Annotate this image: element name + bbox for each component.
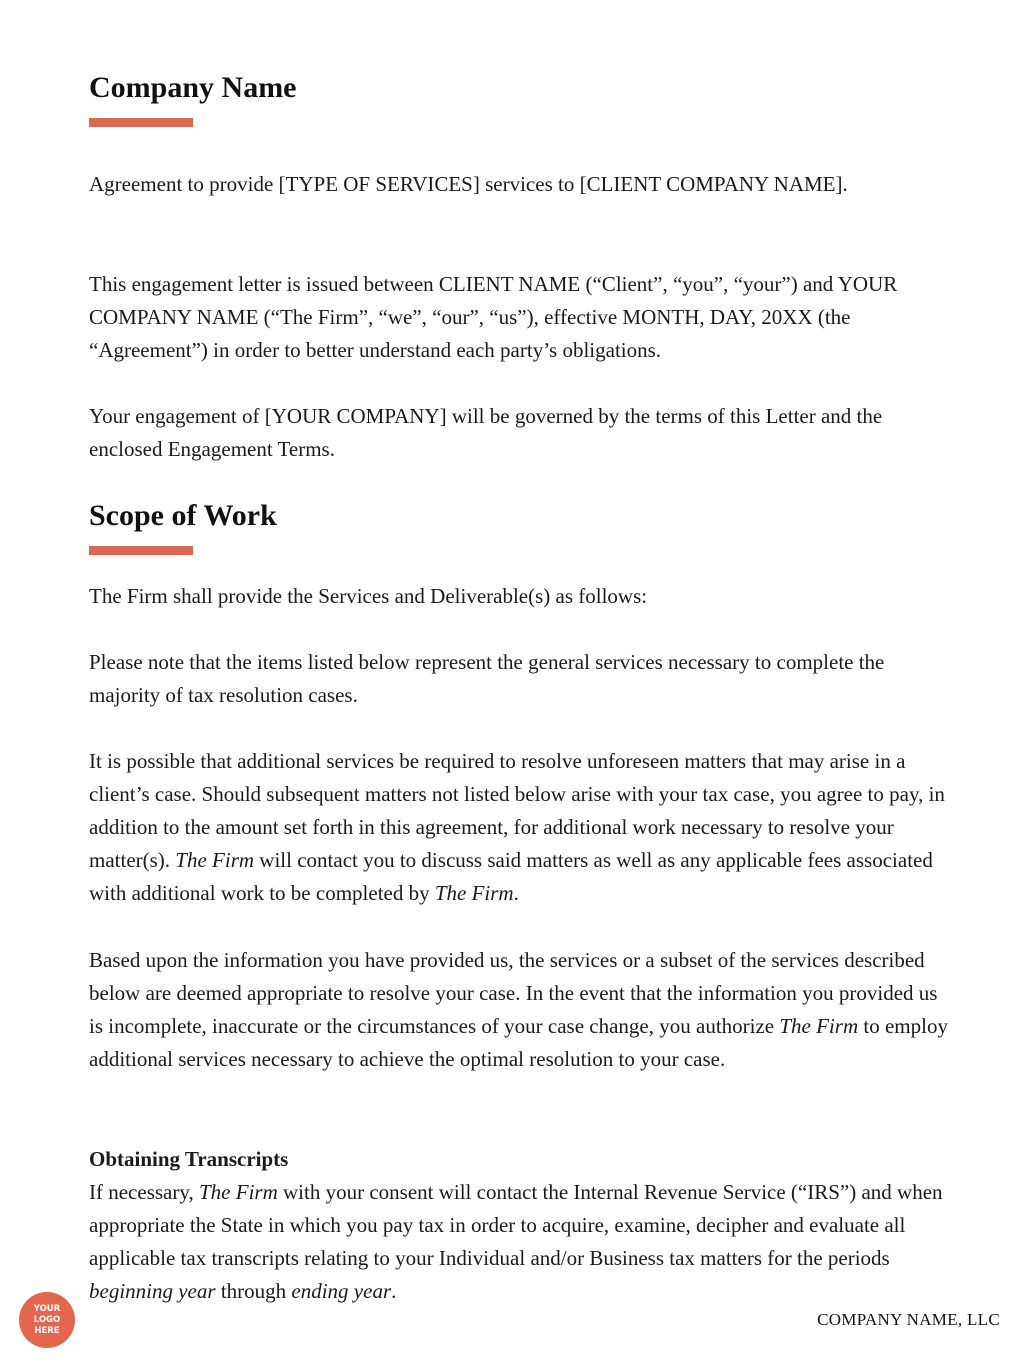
scope-paragraph-2: Please note that the items listed below represent the general services necessary to complete the majority of tax resolution cases. <box>89 650 885 707</box>
ending-year: ending year <box>291 1279 392 1303</box>
intro-paragraph-2: This engagement letter is issued between CLIENT NAME (“Client”, “you”, “your”) and YOUR COMPANY NAME (“The Firm”, “we”, “our”, “us”), effective MONTH, DAY, 20XX (the “Agreement”) in order to better understand each party’s obligations. <box>89 272 898 362</box>
firm-reference: The Firm <box>779 1014 859 1038</box>
firm-reference: The Firm <box>175 848 255 872</box>
scope-title: Scope of Work <box>89 499 277 532</box>
transcripts-paragraph: If necessary, The Firm with your consent will contact the Internal Revenue Service (“IRS”) and when appropriate the State in which you pay tax in order to acquire, examine, decipher and evaluate all applicable tax transcripts relating to your Individual and/or Business tax matters for the periods beginning year through ending year. <box>89 1180 943 1303</box>
title-accent-rule <box>89 118 193 127</box>
scope-paragraph-1: The Firm shall provide the Services and Deliverable(s) as follows: <box>89 584 648 608</box>
intro-paragraph-3: Your engagement of [YOUR COMPANY] will be governed by the terms of this Letter and the enclosed Engagement Terms. <box>89 404 883 461</box>
scope-paragraph-4: Based upon the information you have provided us, the services or a subset of the services described below are deemed appropriate to resolve your case. In the event that the information you provided us is incomplete, inaccurate or the circumstances of your case change, you authorize The Firm to employ additional services necessary to achieve the optimal resolution to your case. <box>89 948 948 1071</box>
scope-accent-rule <box>89 546 193 555</box>
firm-reference: The Firm <box>199 1180 278 1204</box>
intro-paragraph-1: Agreement to provide [TYPE OF SERVICES] services to [CLIENT COMPANY NAME]. <box>89 172 848 196</box>
logo-placeholder: YOUR LOGO HERE <box>19 1292 75 1348</box>
firm-reference: The Firm <box>434 881 514 905</box>
beginning-year: beginning year <box>89 1279 216 1303</box>
scope-paragraph-3: It is possible that additional services be required to resolve unforeseen matters that may arise in a client’s case. Should subsequent matters not listed below arise with your tax case, you agree to pay, in addition to the amount set forth in this agreement, for additional work necessary to resolve your matter(s). The Firm will contact you to discuss said matters as well as any applicable fees associated with additional work to be completed by The Firm. <box>89 749 945 905</box>
footer-company-name: COMPANY NAME, LLC <box>817 1310 1000 1329</box>
transcripts-heading: Obtaining Transcripts <box>89 1147 289 1171</box>
company-title: Company Name <box>89 71 297 104</box>
